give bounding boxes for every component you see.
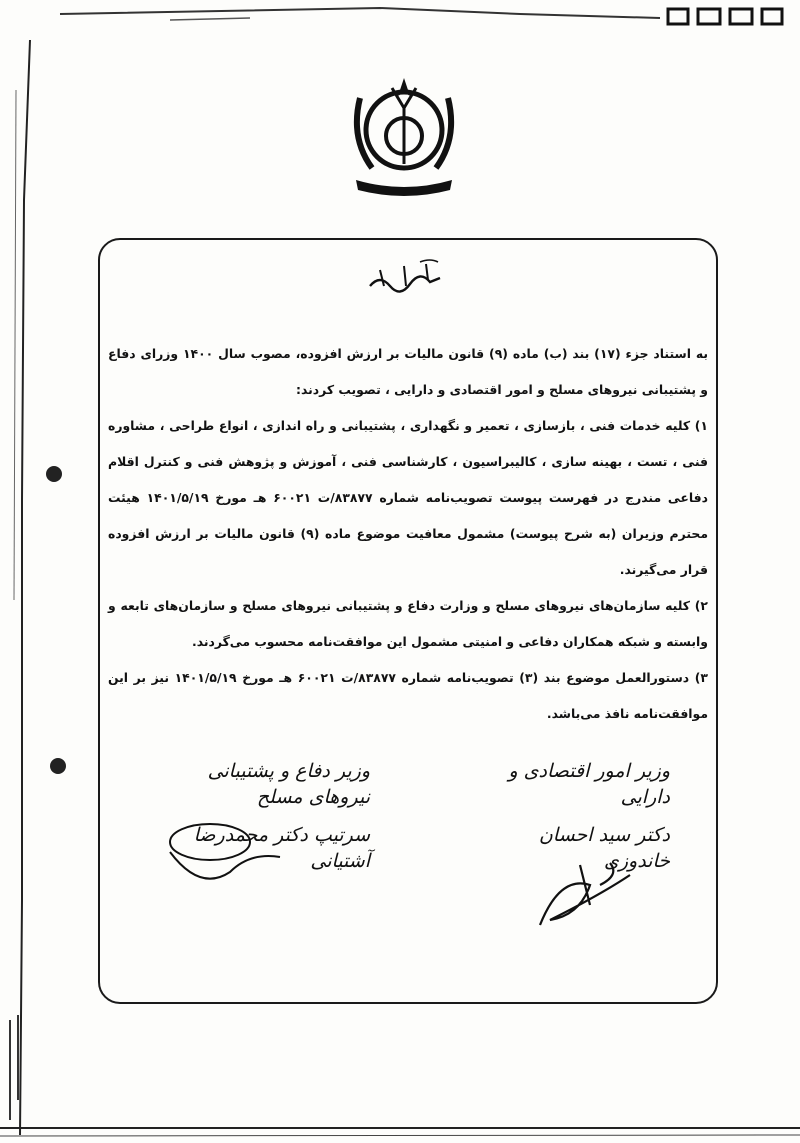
signature-left-icon (160, 812, 300, 892)
scan-edge-bottom (0, 1122, 800, 1143)
signatory-right-name: دکتر سید احسان خاندوزی (538, 824, 670, 872)
signatory-right-title: وزیر امور اقتصادی و دارایی (508, 760, 670, 808)
signatory-left-title: وزیر دفاع و پشتیبانی نیروهای مسلح (207, 760, 370, 808)
punch-hole-icon (50, 758, 66, 774)
signature-right-icon (520, 855, 650, 935)
ministry-emblem-icon (342, 68, 466, 198)
punch-hole-icon (46, 466, 62, 482)
clause-3: ۳) دستورالعمل موضوع بند (۳) تصویب‌نامه شماره ۸۳۸۷۷/ت ۶۰۰۲۱ هـ مورخ ۱۴۰۱/۵/۱۹ نیز بر این موافقت‌نامه نافذ می‌باشد. (108, 670, 708, 721)
preamble-paragraph: به استناد جزء (۱۷) بند (ب) ماده (۹) قانون مالیات بر ارزش افزوده، مصوب سال ۱۴۰۰ وزرای دفاع و پشتیبانی نیروهای مسلح و امور اقتصادی و دارایی ، تصویب کردند: (108, 346, 708, 397)
basmala (360, 256, 450, 300)
corner-stamp-mark (666, 6, 786, 26)
clause-1: ۱) کلیه خدمات فنی ، بازسازی ، تعمیر و نگهداری ، پشتیبانی و راه اندازی ، انواع طراحی ، مشاوره فنی ، تست ، بهینه سازی ، کالیبراسیون ، کارشناسی فنی ، آموزش و پژوهش فنی و کنترل اقلام دفاعی مندرج در فهرست پیوست تصویب‌نامه شماره ۸۳۸۷۷/ت ۶۰۰۲۱ هـ مورخ ۱۴۰۱/۵/۱۹ هیئت محترم وزیران (به شرح پیوست) مشمول معافیت موضوع ماده (۹) قانون مالیات بر ارزش افزوده قرار می‌گیرند. (108, 418, 709, 577)
clause-2: ۲) کلیه سازمان‌های نیروهای مسلح و وزارت دفاع و پشتیبانی نیروهای مسلح و سازمان‌های تابعه و وابسته و شبکه همکاران دفاعی و امنیتی مشمول این موافقت‌نامه محسوب می‌گردند. (108, 598, 708, 649)
agreement-body (108, 336, 708, 732)
scan-edge-left (0, 0, 40, 1143)
signatory-left-name: سرتیپ دکتر محمدرضا آشتیانی (193, 824, 370, 872)
basmala-calligraphy (360, 256, 450, 300)
